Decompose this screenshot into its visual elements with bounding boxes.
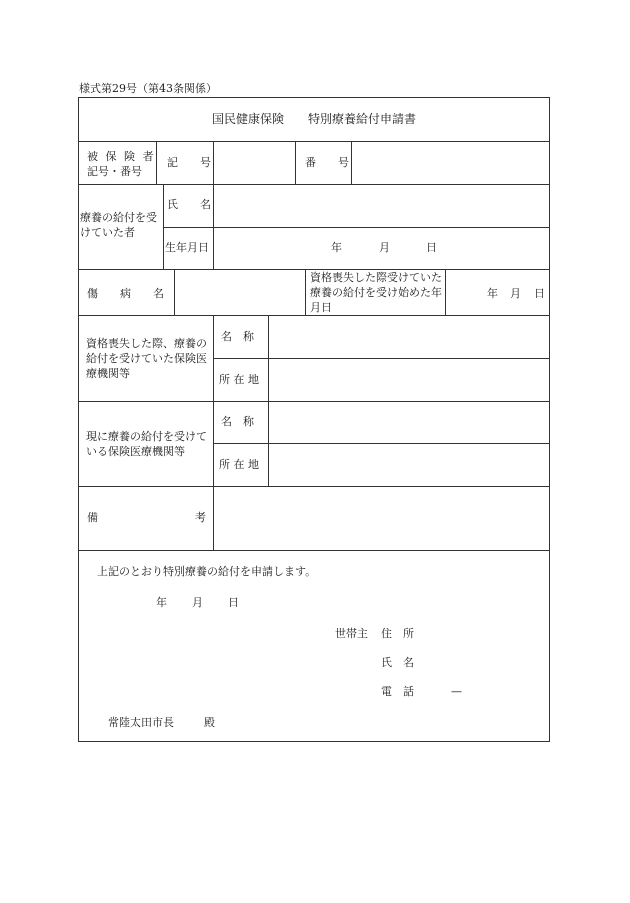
applicant-name-label: 氏 名 [381,656,414,669]
householder-label: 世帯主 [335,627,368,640]
curr-address-label: 所 在 地 [219,458,259,471]
number-field[interactable] [359,156,539,172]
phone-label: 電 話 [381,685,414,698]
prev-address-field[interactable] [275,373,539,389]
start-day[interactable]: 日 [534,287,545,300]
divider [79,184,549,185]
declaration-statement: 上記のとおり特別療養の給付を申請します。 [97,565,317,578]
name-label: 氏 名 [167,198,211,211]
remarks-field[interactable] [221,511,539,527]
divider [305,269,306,315]
prev-name-label: 名 称 [221,330,254,343]
remarks-label: 備 [87,511,98,524]
date-day[interactable]: 日 [228,596,239,609]
divider [213,486,214,550]
curr-name-label: 名 称 [221,415,254,428]
recipient-label: 療養の給付を受けていた者 [80,211,157,239]
honorific: 殿 [204,716,215,729]
prev-address-label: 所 在 地 [219,373,259,386]
dob-year[interactable]: 年 [331,241,342,254]
symbol-label: 記 号 [167,156,211,169]
prev-name-field[interactable] [275,330,539,346]
divider [79,401,549,402]
divider [213,443,549,444]
divider [295,141,296,184]
dob-day[interactable]: 日 [426,241,437,254]
address-label: 住 所 [381,627,414,640]
divider [445,269,446,315]
divider [213,315,214,486]
addressee: 常陸太田市長 [108,716,174,729]
injury-label: 傷 病 名 [87,287,164,300]
divider [163,184,164,269]
start-month[interactable]: 月 [510,287,521,300]
curr-address-field[interactable] [275,458,539,474]
treatment-start-label: 資格喪失した際受けていた療養の給付を受け始めた年月日 [310,271,442,314]
name-field[interactable] [219,198,539,214]
divider [174,269,175,315]
application-form [78,97,550,742]
insured-id-label: 記号・番号 [87,165,142,178]
prev-institution-label: 資格喪失した際、療養の給付を受けていた保険医療機関等 [86,337,207,380]
divider [351,141,352,184]
symbol-field[interactable] [219,156,289,172]
divider [156,141,157,184]
divider [268,315,269,486]
dob-label: 生年月日 [165,241,209,254]
divider [213,358,549,359]
date-month[interactable]: 月 [192,596,203,609]
divider [79,486,549,487]
divider [79,315,549,316]
injury-field[interactable] [181,287,299,303]
divider [79,550,549,551]
date-year[interactable]: 年 [156,596,167,609]
divider [213,141,214,269]
form-number: 様式第29号（第43条関係） [79,82,217,95]
remarks-label: 考 [195,511,206,524]
curr-name-field[interactable] [275,415,539,431]
form-title: 国民健康保険 特別療養給付申請書 [211,112,416,126]
curr-institution-label: 現に療養の給付を受けている保険医療機関等 [86,430,207,458]
insured-id-label: 被 保 険 者 [87,150,156,163]
dob-month[interactable]: 月 [379,241,390,254]
phone-dash: — [451,685,462,698]
number-label: 番 号 [305,156,349,169]
start-year[interactable]: 年 [487,287,498,300]
divider [163,227,549,228]
divider [79,141,549,142]
